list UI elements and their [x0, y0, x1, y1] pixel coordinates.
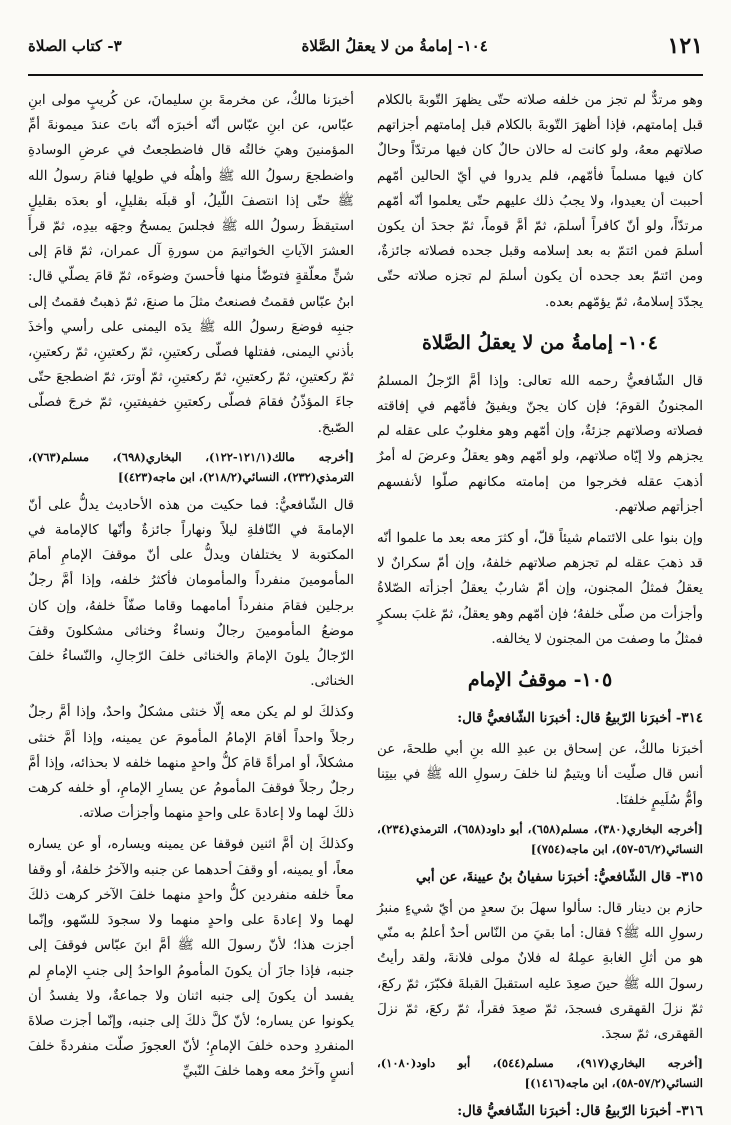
hadith-316-heading: ٣١٦- أخبرَنا الرّبيعُ قال: أخبرَنا الشّافعيُّ قال: [457, 1103, 703, 1120]
section-title-105: ١٠٥- موقفُ الإمام [467, 669, 613, 692]
paragraph: وكذلكَ لو لم يكن معه إلّا خنثى مشكلٌ واحدٌ، وإذا أمَّ رجلٌ رجلاً واحداً أقامَ الإمامُ المأمومَ عن يمينه، وإذا أمَّ خنثى مشكلاً، أو امرأةً قامَ كلُّ واحدٍ منهما خلفه لا بحذائه، وإذا أمَّ رجلٌ رجلاً فوقفَ المأمومُ عن يسارِ الإمامِ، أو خلفه كرهت ذلكَ لهما ولا إعادةَ على واحدٍ منهما وأجزأت صلاته. [28, 705, 354, 822]
paragraph: قال الشّافعيُّ رحمه الله تعالى: وإذا أمَّ الرّجلُ المسلمُ المجنونُ القومَ؛ فإن كان يجنّ ويفيقُ فأمّهم في إفاقته فصلاته وصلاتهم جزئةٌ، وإن أمّهم وهو مغلوبٌ على عقله لم يجزهم ولا إيّاه صلاتهم، ولو أمّهم وهو يعقلُ وعرضَ له أمرٌ أذهبَ عقله فخرجوا من إمامته مكانهم صلّوا لأنفسهم أجزأتهم صلاتهم. [377, 373, 703, 515]
hadith-316-reference: [أخرجه مالك(١٢١/١-١٢٢)، البخاري(٦٩٨)، مسلم(٧٦٣)، الترمذي(٢٣٢)، النسائي(٢١٨/٢)، ابن ماجه(٤٢٣)] [28, 449, 355, 484]
book-heading: ٣- كتاب الصلاة [28, 37, 122, 55]
page-number: ١٢١ [667, 33, 703, 59]
hadith-314-heading: ٣١٤- أخبرَنا الرّبيعُ قال: أخبرَنا الشّافعيُّ قال: [457, 710, 703, 727]
left-column [28, 88, 354, 1102]
section-heading: ١٠٤- إمامةُ من لا يعقلُ الصَّلاة [301, 37, 488, 55]
hadith-316-text: أخبرَنا مالكٌ، عن مخرمةَ بنِ سليمانَ، عن كُريبٍ مولى ابنِ عبّاس، عن ابنِ عبّاس أنّه أخبرَه أنّه باتَ عندَ ميمونةَ أمِّ المؤمنينَ وهيَ خالتُه قال فاضطجعتُ في عرضِ الوسادةِ واضطجعَ رسولُ الله ﷺ وأهلُه في طولِها فنامَ رسولُ الله ﷺ حتّى إذا انتصفَ اللّيلُ، أو قبلَه بقليلٍ، أو بعدَه بقليلٍ استيقظَ رسولُ الله ﷺ فجلسَ يمسحُ وجهَه بيدِه، ثمّ قرأَ العشرَ الآياتِ الخواتيمَ من سورةِ آل عمران، ثمّ قامَ إلى شنٍّ معلّقةٍ فتوضّأ منها فأحسنَ وضوءَه، ثمّ قامَ يصلّي قال: ابنُ عبّاس فقمتُ فصنعتُ مثلَ ما صنعَ، ثمّ ذهبتُ فقمتُ إلى جنبِه فوضعَ رسولُ الله ﷺ يدَه اليمنى على رأسي وأخذَ بأذني اليمنى، ففتلها فصلّى ركعتينِ، ثمّ ركعتينِ، ثمّ ركعتينِ، ثمّ ركعتينِ، ثمّ ركعتينِ، ثمّ ركعتينِ، ثمّ أوترَ، ثمّ اضطجعَ حتّى جاءَ المؤذّنُ فقامَ فصلّى ركعتينِ خفيفتينِ، ثمّ خرجَ فصلّى الصّبحَ. [28, 93, 354, 436]
paragraph: وكذلكَ إن أمَّ اثنين فوقفا عن يمينه ويساره، أو عن يساره معاً، أو يمينه، أو وقفَ أحدهما عن جنبه والآخرُ خلفهُ، أو وقفا معاً خلفه منفردين كلُّ واحدٍ منهما خلفَ الآخر كرهت ذلكَ لهما ولا إعادةَ على واحدٍ منهما ولا سجودَ للسّهو، وإنّما أجزت هذا؛ لأنّ رسولَ الله ﷺ أمَّ ابنَ عبّاس فوقفَ إلى جنبه، فإذا جازَ أن يكونَ المأمومُ الواحدُ إلى جنبِ الإمامِ لم يفسد أن يكونَ إلى جنبه اثنان ولا جماعةٌ، ولا يفسدُ أن يكونوا عن يساره؛ لأنّ كلَّ ذلكَ إلى جنبه، وإنّما أجزت صلاةَ المنفردِ وحده خلفَ الإمامِ؛ لأنّ العجوزَ صلّت منفردةً خلفَ أنسٍ وآخرُ معه وهما خلفَ النّبيِّ [28, 837, 354, 1080]
hadith-315-heading: ٣١٥- قال الشّافعيُّ: أخبرَنا سفيانُ بنُ عيينةَ، عن أبي [416, 868, 703, 885]
hadith-315-reference: [أخرجه البخاري(٩١٧)، مسلم(٥٤٤)، أبو داود(١٠٨٠)، النسائي(٥٧/٢-٥٨)، ابن ماجه(١٤١٦)] [377, 1056, 703, 1091]
hadith-315-text: حازم بن دينار قال: سألوا سهلَ بنَ سعدٍ من أيّ شيءٍ منبرُ رسولِ الله ﷺ؟ فقال: أما بقيَ من النّاس أحدٌ أعلمُ به منّي هو من أثلِ الغابةِ عمِلهُ له فلانٌ مولى فلانةَ، ولقد رأيتُ رسولَ الله ﷺ حينَ صعِدَ عليه استقبلَ القبلةَ فكبّرَ، ثمّ ركعَ، ثمّ نزلَ القهقرى فسجدَ، ثمّ صعِدَ فقرأ، ثمّ ركعَ، ثمّ نزلَ القهقرى، ثمّ سجدَ. [377, 901, 703, 1043]
paragraph: قال الشّافعيُّ: فما حكيت من هذه الأحاديث يدلُّ على أنّ الإمامةَ في النّافلةِ ليلاً ونهاراً جائزةٌ وأنّها كالإمامة في المكتوبة لا يختلفان ويدلُّ على أنّ موقفَ الإمامِ أمامَ المأمومينَ منفرداً والمأمومان فأكثرُ خلفه، وإذا أمَّ رجلٌ برجلين فقامَ منفرداً أمامهما وقاما صفّاً خلفهُ، وإن كان موضعُ المأمومينَ رجالٌ ونساءٌ وخناثى مشكلونَ وقفَ الرّجالُ يلونَ الإمامَ والخناثى خلفَ الرّجالِ، والنّساءُ خلفَ الخناثى. [28, 497, 354, 690]
section-title-104: ١٠٤- إمامةُ من لا يعقلُ الصَّلاة [422, 331, 658, 354]
paragraph: وهو مرتدٌّ لم تجز من خلفه صلاته حتّى يظهرَ التّوبةَ بالكلام قبل إمامتهم، فإذا أظهرَ التّوبةَ بالكلام قبل إمامتهم أجزاتهم صلاتهم معهُ، ولو كانت له حالان حالٌ كان فيها مرتدّاً وحالٌ كان فيها مسلماً فأمّهم، فلم يدروا في أيّ الحالين أمّهم أحببت أن يعيدوا، ولا يجبُ ذلك عليهم حتّى يعلموا أنّه أمّهم مرتدّاً، ولو أنّ كافراً أسلمَ، ثمّ أمَّ قوماً، ثمّ جحدَ أن يكون أسلمَ فمن ائتمّ به بعد إسلامه وقبل جحده فصلاته جائزةٌ، ومن ائتمّ بعد جحده أن يكون أسلمَ لم تجزه صلاته حتّى يجدّدَ إسلامهُ، ثمّ يؤمّهم بعده. [377, 93, 703, 310]
hadith-314-reference: [أخرجه البخاري(٣٨٠)، مسلم(٦٥٨)، أبو داود(٦٥٨)، الترمذي(٢٣٤)، النسائي(٥٦/٢-٥٧)، ابن ماجه(٧٥٤)] [377, 821, 704, 856]
right-column [377, 88, 704, 1120]
hadith-314-text: أخبرَنا مالكٌ، عن إسحاق بن عبدِ الله بنِ أبي طلحةَ، عن أنس قال صلّيت أنا ويتيمٌ لنا خلفَ رسولِ الله ﷺ في بيتِنا وأمُّ سُلَيمٍ خلفنَا. [377, 742, 703, 808]
paragraph: وإن بنوا على الائتمام شيئاً قلّ، أو كثرَ معه بعد ما علموا أنّه قد ذهبَ عقله لم تجزهم صلاتهم خلفهُ، وإن أمّ سكرانٌ لا يعقلُ فمثلُ المجنون، وإن أمّ شاربٌ يعقلُ أجزأته الصّلاةُ وأجزأت من صلّى خلفهُ؛ فإن أمّهم وهو يعقلُ، ثمّ غلبَ بسكرٍ فمثلُ ما وصفت من المجنون لا يخالفه. [377, 531, 703, 647]
page-header [28, 18, 703, 76]
